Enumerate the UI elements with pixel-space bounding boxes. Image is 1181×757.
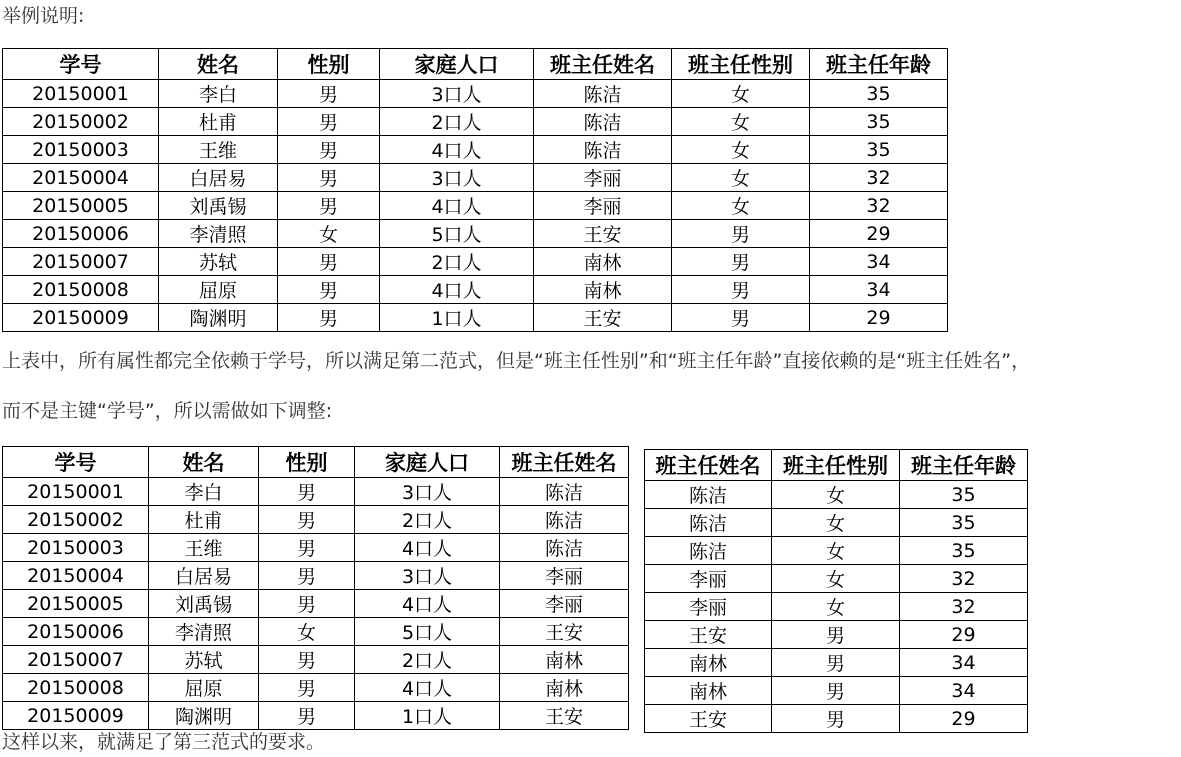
table-cell: 4口人: [380, 192, 534, 220]
table-row: [3, 80, 948, 108]
student-table: [2, 446, 629, 730]
table-cell: 陶渊明: [159, 304, 278, 332]
table-cell: 女: [672, 136, 810, 164]
table-cell: 男: [278, 192, 380, 220]
table-cell: 男: [259, 646, 355, 674]
table-cell: 20150005: [3, 590, 149, 618]
table-cell: 男: [278, 80, 380, 108]
column-header: 班主任年龄: [810, 49, 948, 80]
table-cell: 2口人: [355, 506, 500, 534]
table-cell: 20150003: [3, 534, 149, 562]
table-cell: 32: [900, 565, 1028, 593]
column-header: 班主任性别: [672, 49, 810, 80]
column-header: 学号: [3, 447, 149, 478]
column-header: 班主任姓名: [500, 447, 629, 478]
table-row: [3, 562, 629, 590]
table-cell: 陈洁: [500, 534, 629, 562]
table-cell: 李清照: [159, 220, 278, 248]
table-cell: 男: [259, 562, 355, 590]
table-row: [3, 276, 948, 304]
table-cell: 屈原: [159, 276, 278, 304]
table-cell: 李丽: [534, 164, 672, 192]
table-row: [3, 646, 629, 674]
table-row: [3, 136, 948, 164]
table-row: [3, 192, 948, 220]
table-cell: 3口人: [380, 164, 534, 192]
table-cell: 35: [900, 481, 1028, 509]
column-header: 家庭人口: [380, 49, 534, 80]
table-cell: 南林: [534, 276, 672, 304]
table-cell: 李丽: [500, 562, 629, 590]
table-cell: 女: [672, 164, 810, 192]
table-cell: 女: [672, 80, 810, 108]
table-cell: 20150009: [3, 304, 159, 332]
table-cell: 陈洁: [645, 509, 772, 537]
table-cell: 2口人: [355, 646, 500, 674]
table-cell: 南林: [645, 649, 772, 677]
table-cell: 男: [278, 276, 380, 304]
table-cell: 刘禹锡: [149, 590, 259, 618]
table-cell: 刘禹锡: [159, 192, 278, 220]
table-cell: 35: [810, 136, 948, 164]
table-cell: 3口人: [355, 562, 500, 590]
table-cell: 20150001: [3, 478, 149, 506]
table-cell: 1口人: [380, 304, 534, 332]
table-cell: 杜甫: [149, 506, 259, 534]
table-cell: 女: [672, 192, 810, 220]
column-header: 性别: [259, 447, 355, 478]
table-cell: 32: [900, 593, 1028, 621]
column-header: 班主任年龄: [900, 450, 1028, 481]
table-cell: 南林: [534, 248, 672, 276]
table-cell: 男: [259, 506, 355, 534]
table-cell: 南林: [500, 674, 629, 702]
table-cell: 男: [278, 304, 380, 332]
column-header: 班主任姓名: [534, 49, 672, 80]
table-cell: 男: [772, 649, 900, 677]
table-cell: 李白: [149, 478, 259, 506]
table-cell: 20150003: [3, 136, 159, 164]
table-cell: 王安: [500, 618, 629, 646]
table-row: [3, 506, 629, 534]
table-cell: 女: [672, 108, 810, 136]
table-cell: 李丽: [645, 565, 772, 593]
explanation-text-line-1: 上表中，所有属性都完全依赖于学号，所以满足第二范式，但是“班主任性别”和“班主任年龄”直接依赖的是“班主任姓名”，: [2, 350, 1031, 372]
table-cell: 20150009: [3, 702, 149, 730]
table-cell: 陈洁: [645, 481, 772, 509]
table-row: [3, 304, 948, 332]
table-cell: 男: [259, 534, 355, 562]
table-cell: 陈洁: [534, 80, 672, 108]
table-cell: 李丽: [534, 192, 672, 220]
table-cell: 35: [900, 509, 1028, 537]
table-cell: 女: [772, 565, 900, 593]
column-header: 家庭人口: [355, 447, 500, 478]
table-cell: 男: [278, 248, 380, 276]
table-cell: 男: [259, 702, 355, 730]
table-row: [645, 537, 1028, 565]
table-cell: 20150007: [3, 248, 159, 276]
conclusion-text: 这样以来，就满足了第三范式的要求。: [2, 731, 326, 753]
table-row: [3, 534, 629, 562]
table-cell: 4口人: [380, 136, 534, 164]
table-cell: 陈洁: [534, 108, 672, 136]
table-cell: 29: [810, 220, 948, 248]
table-cell: 3口人: [380, 80, 534, 108]
table-cell: 李清照: [149, 618, 259, 646]
table-cell: 王安: [534, 304, 672, 332]
table-cell: 男: [259, 674, 355, 702]
table-cell: 男: [672, 248, 810, 276]
table-cell: 李丽: [645, 593, 772, 621]
table-row: [645, 481, 1028, 509]
table-cell: 2口人: [380, 248, 534, 276]
table-cell: 白居易: [149, 562, 259, 590]
table-cell: 李丽: [500, 590, 629, 618]
table-row: [3, 478, 629, 506]
table-row: [3, 220, 948, 248]
column-header: 班主任性别: [772, 450, 900, 481]
table-cell: 杜甫: [159, 108, 278, 136]
table-cell: 2口人: [380, 108, 534, 136]
table-header-row: [645, 450, 1028, 481]
table-cell: 白居易: [159, 164, 278, 192]
intro-text: 举例说明:: [2, 5, 85, 27]
table-cell: 20150004: [3, 562, 149, 590]
table-cell: 王维: [149, 534, 259, 562]
table-cell: 20150008: [3, 674, 149, 702]
table-cell: 4口人: [355, 590, 500, 618]
column-header: 姓名: [149, 447, 259, 478]
table-cell: 5口人: [355, 618, 500, 646]
table-cell: 20150004: [3, 164, 159, 192]
table-cell: 20150005: [3, 192, 159, 220]
head-teacher-table: [644, 449, 1028, 733]
table-cell: 李白: [159, 80, 278, 108]
table-cell: 35: [900, 537, 1028, 565]
table-cell: 3口人: [355, 478, 500, 506]
table-row: [645, 677, 1028, 705]
table-cell: 20150007: [3, 646, 149, 674]
table-cell: 4口人: [355, 534, 500, 562]
table-cell: 29: [900, 705, 1028, 733]
table-cell: 35: [810, 108, 948, 136]
table-cell: 34: [900, 649, 1028, 677]
table-cell: 男: [772, 705, 900, 733]
table-cell: 20150006: [3, 220, 159, 248]
table-cell: 南林: [500, 646, 629, 674]
table-row: [3, 674, 629, 702]
table-row: [645, 593, 1028, 621]
table-cell: 女: [259, 618, 355, 646]
table-cell: 32: [810, 164, 948, 192]
column-header: 学号: [3, 49, 159, 80]
table-row: [645, 565, 1028, 593]
table-cell: 王维: [159, 136, 278, 164]
table-row: [3, 618, 629, 646]
table-cell: 男: [772, 621, 900, 649]
original-table: [2, 48, 948, 332]
table-cell: 女: [772, 537, 900, 565]
table-row: [645, 649, 1028, 677]
table-cell: 女: [772, 593, 900, 621]
table-header-row: [3, 447, 629, 478]
table-cell: 5口人: [380, 220, 534, 248]
table-cell: 20150002: [3, 108, 159, 136]
table-cell: 20150002: [3, 506, 149, 534]
table-cell: 20150001: [3, 80, 159, 108]
table-cell: 1口人: [355, 702, 500, 730]
table-cell: 4口人: [380, 276, 534, 304]
table-cell: 陈洁: [645, 537, 772, 565]
table-cell: 男: [278, 164, 380, 192]
table-cell: 34: [810, 248, 948, 276]
table-cell: 男: [259, 590, 355, 618]
table-row: [645, 705, 1028, 733]
table-cell: 29: [900, 621, 1028, 649]
table-cell: 王安: [500, 702, 629, 730]
table-cell: 女: [278, 220, 380, 248]
table-row: [3, 108, 948, 136]
table-row: [3, 702, 629, 730]
table-cell: 34: [810, 276, 948, 304]
table-cell: 屈原: [149, 674, 259, 702]
table-cell: 男: [672, 276, 810, 304]
table-cell: 34: [900, 677, 1028, 705]
table-cell: 女: [772, 509, 900, 537]
table-cell: 男: [278, 108, 380, 136]
table-header-row: [3, 49, 948, 80]
column-header: 班主任姓名: [645, 450, 772, 481]
table-row: [3, 248, 948, 276]
table-row: [645, 621, 1028, 649]
table-cell: 男: [772, 677, 900, 705]
table-cell: 32: [810, 192, 948, 220]
table-cell: 男: [672, 220, 810, 248]
table-cell: 王安: [534, 220, 672, 248]
table-cell: 王安: [645, 705, 772, 733]
table-cell: 陈洁: [534, 136, 672, 164]
table-cell: 苏轼: [159, 248, 278, 276]
table-row: [3, 164, 948, 192]
table-cell: 女: [772, 481, 900, 509]
table-cell: 20150006: [3, 618, 149, 646]
table-cell: 29: [810, 304, 948, 332]
table-cell: 20150008: [3, 276, 159, 304]
table-cell: 男: [672, 304, 810, 332]
table-cell: 陶渊明: [149, 702, 259, 730]
table-cell: 南林: [645, 677, 772, 705]
table-cell: 4口人: [355, 674, 500, 702]
table-cell: 陈洁: [500, 478, 629, 506]
column-header: 性别: [278, 49, 380, 80]
table-cell: 35: [810, 80, 948, 108]
table-cell: 王安: [645, 621, 772, 649]
table-row: [3, 590, 629, 618]
table-cell: 男: [278, 136, 380, 164]
table-row: [645, 509, 1028, 537]
table-cell: 苏轼: [149, 646, 259, 674]
explanation-text-line-2: 而不是主键“学号”，所以需做如下调整:: [2, 400, 333, 422]
table-cell: 男: [259, 478, 355, 506]
column-header: 姓名: [159, 49, 278, 80]
table-cell: 陈洁: [500, 506, 629, 534]
